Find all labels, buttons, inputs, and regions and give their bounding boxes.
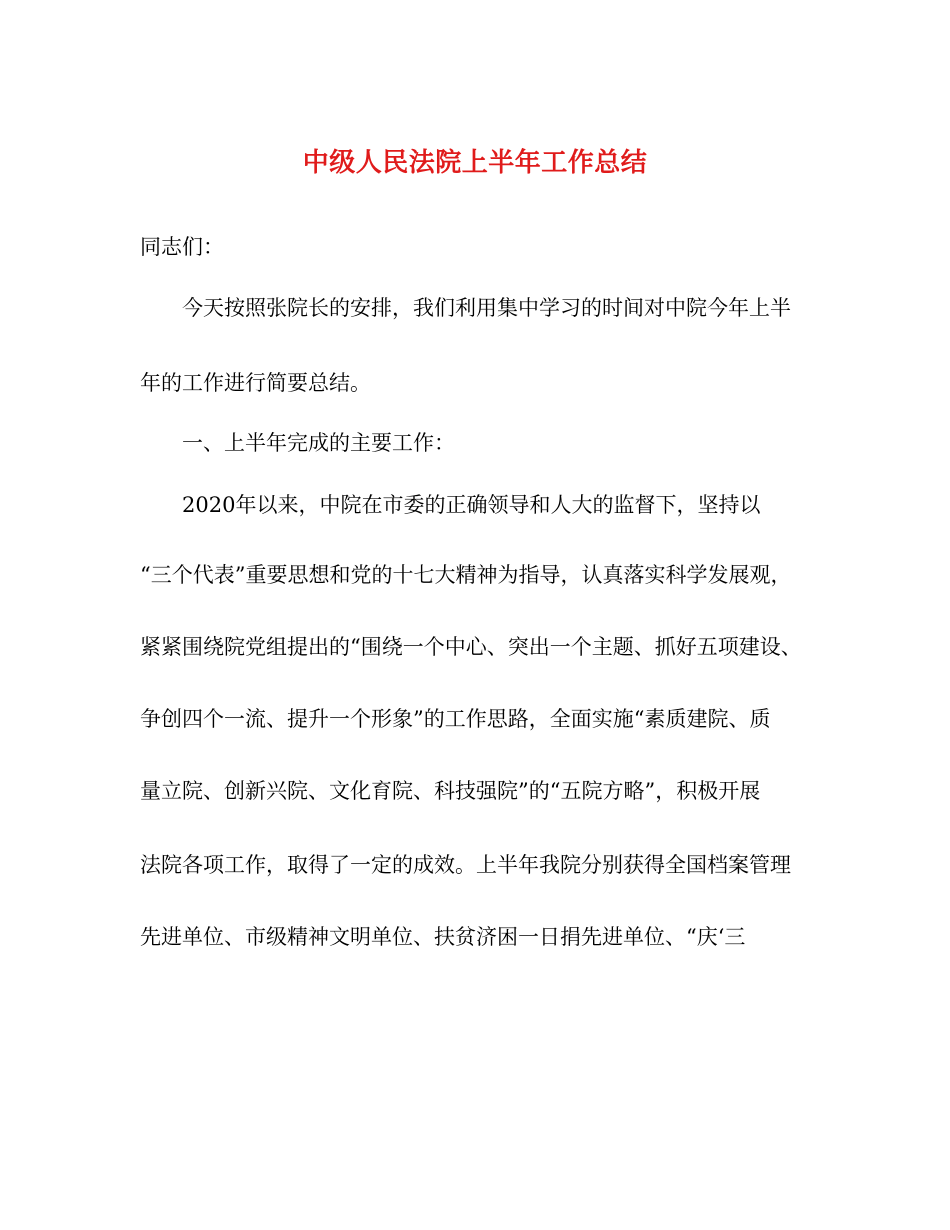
document-title: 中级人民法院上半年工作总结 <box>302 148 648 178</box>
paragraph-2-line-7: 先进单位、市级精神文明单位、扶贫济困一日捐先进单位、“庆‘三 <box>140 925 746 949</box>
paragraph-1-line-2: 年的工作进行简要总结。 <box>140 371 371 395</box>
paragraph-1-line-1: 今天按照张院长的安排，我们利用集中学习的时间对中院今年上半 <box>182 296 791 320</box>
salutation: 同志们： <box>140 235 224 259</box>
paragraph-2-line-6: 法院各项工作，取得了一定的成效。上半年我院分别获得全国档案管理 <box>140 853 791 877</box>
paragraph-2-line-1: 2020年以来，中院在市委的正确领导和人大的监督下，坚持以 <box>182 493 761 517</box>
paragraph-2-line-3: 紧紧围绕院党组提出的“围绕一个中心、突出一个主题、抓好五项建设、 <box>140 635 802 659</box>
paragraph-2-line-5: 量立院、创新兴院、文化育院、科技强院”的“五院方略”，积极开展 <box>140 779 761 803</box>
section-heading-1: 一、上半年完成的主要工作： <box>182 431 455 455</box>
paragraph-2-line-4: 争创四个一流、提升一个形象”的工作思路，全面实施“素质建院、质 <box>140 707 771 731</box>
paragraph-2-line-2: “三个代表”重要思想和党的十七大精神为指导，认真落实科学发展观， <box>140 563 792 587</box>
